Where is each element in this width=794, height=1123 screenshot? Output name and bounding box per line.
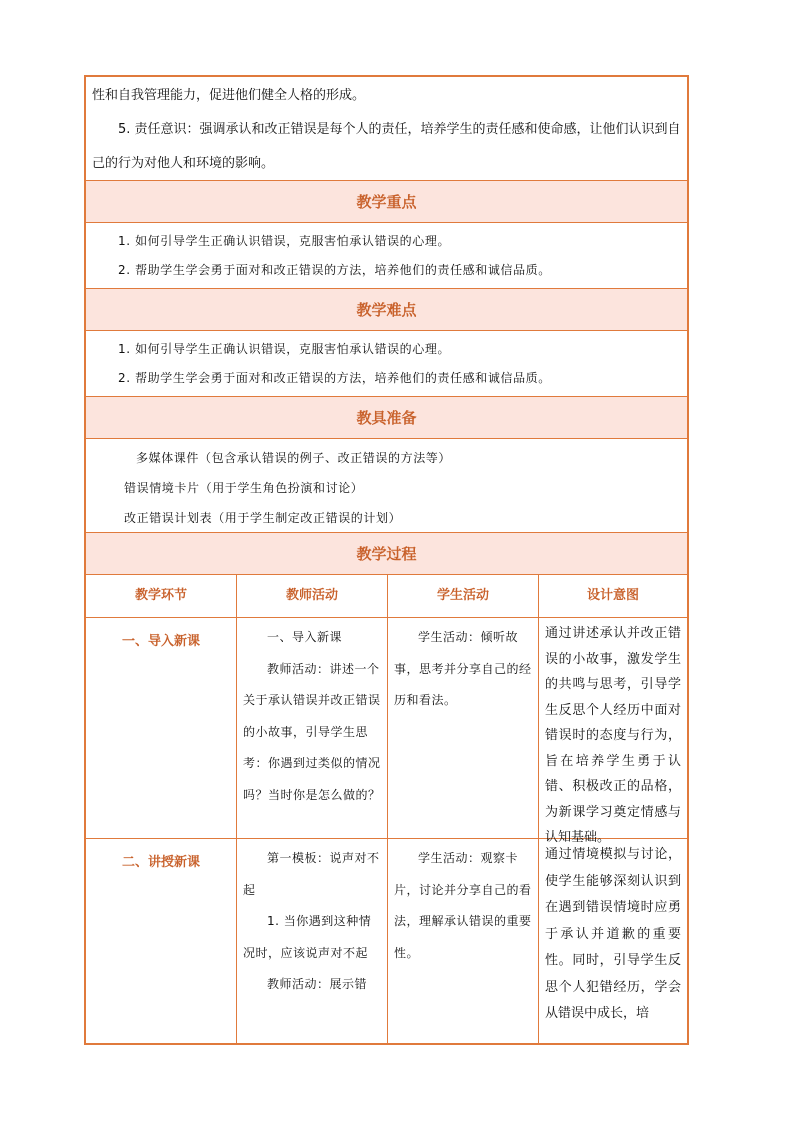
stage-label: 二、讲授新课 (86, 839, 237, 1043)
key-points-list (86, 223, 687, 289)
process-row-intro (86, 618, 687, 845)
student-activity-text: 学生活动：观察卡片，讨论并分享自己的看法，理解承认错误的重要性。 (394, 851, 532, 960)
teacher-activity-body: 教师活动：讲述一个关于承认错误并改正错误的小故事，引导学生思考：你遇到过类似的情况吗？当时你是怎么做的？ (243, 661, 381, 802)
difficult-point-item: 1. 如何引导学生正确认识错误，克服害怕承认错误的心理。 (118, 342, 451, 356)
objective-item-5: 5. 责任意识：强调承认和改正错误是每个人的责任，培养学生的责任感和使命感，让他们认识到自己的行为对他人和环境的影响。 (92, 122, 681, 171)
student-activity (388, 839, 539, 1043)
material-item: 多媒体课件（包含承认错误的例子、改正错误的方法等） (136, 451, 452, 465)
teacher-activity (237, 618, 388, 838)
teacher-activity-subtitle: 1. 当你遇到这种情况时，应该说声对不起 (243, 914, 372, 960)
materials-heading: 教具准备 (86, 397, 687, 439)
difficult-points-heading: 教学难点 (86, 289, 687, 331)
teacher-activity-title: 一、导入新课 (267, 630, 343, 644)
student-activity (388, 618, 539, 838)
column-header-stage: 教学环节 (86, 575, 237, 617)
teacher-activity (237, 839, 388, 1043)
material-item: 错误情境卡片（用于学生角色扮演和讨论） (124, 481, 364, 495)
process-header-row (86, 575, 687, 618)
design-intent: 通过讲述承认并改正错误的小故事，激发学生的共鸣与思考，引导学生反思个人经历中面对错误时的态度与行为，旨在培养学生勇于认错、积极改正的品格，为新课学习奠定情感与认知基础。 (545, 626, 681, 845)
teacher-activity-body: 教师活动：展示错 (267, 977, 368, 991)
process-row-new-lesson (86, 839, 687, 1043)
column-header-intent: 设计意图 (586, 588, 639, 603)
key-point-item: 1. 如何引导学生正确认识错误，克服害怕承认错误的心理。 (118, 234, 451, 248)
difficult-points-list (86, 331, 687, 397)
stage-label: 一、导入新课 (86, 618, 237, 838)
column-header-student: 学生活动 (388, 575, 539, 617)
difficult-point-item: 2. 帮助学生学会勇于面对和改正错误的方法，培养他们的责任感和诚信品质。 (118, 371, 551, 385)
process-heading: 教学过程 (86, 533, 687, 575)
lesson-plan-table (84, 75, 689, 1045)
material-item: 改正错误计划表（用于学生制定改正错误的计划） (124, 511, 402, 525)
key-point-item: 2. 帮助学生学会勇于面对和改正错误的方法，培养他们的责任感和诚信品质。 (118, 263, 551, 277)
objectives-continuation (86, 77, 687, 181)
student-activity-text: 学生活动：倾听故事，思考并分享自己的经历和看法。 (394, 630, 532, 707)
column-header-teacher: 教师活动 (237, 575, 388, 617)
key-points-heading: 教学重点 (86, 181, 687, 223)
design-intent: 通过情境模拟与讨论，使学生能够深刻认识到在遇到错误情境时应勇于承认并道歉的重要性。同时，引导学生反思个人犯错经历，学会从错误中成长，培 (545, 847, 681, 1021)
lesson-plan-page (84, 75, 689, 1045)
objective-text-continued: 性和自我管理能力，促进他们健全人格的形成。 (92, 88, 366, 103)
teacher-activity-title: 第一模板：说声对不起 (243, 851, 380, 897)
materials-list (86, 439, 687, 533)
